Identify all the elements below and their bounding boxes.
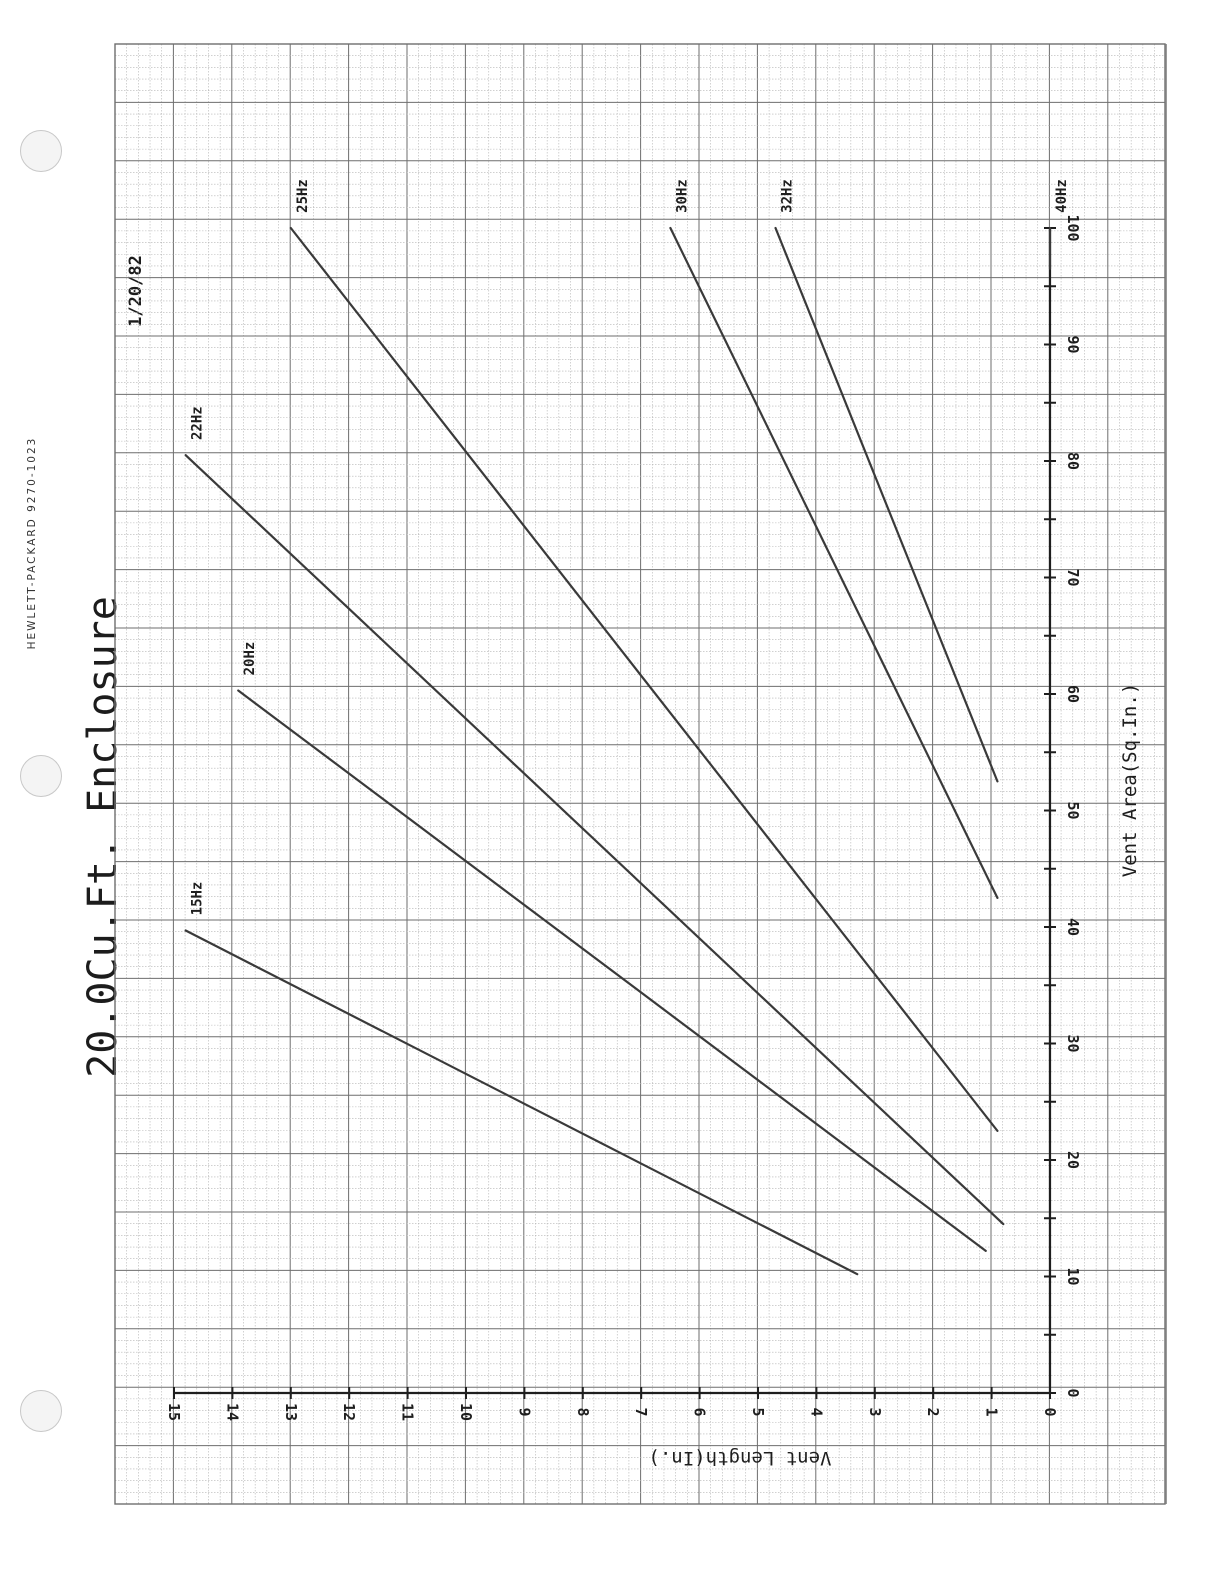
series-line-22hz <box>186 455 1004 1224</box>
series-line-20hz <box>238 691 986 1251</box>
vent-area-tick-label: 30 <box>1064 1034 1082 1053</box>
vent-length-tick-label: 0 <box>1041 1407 1059 1417</box>
series-label-30hz: 30Hz <box>674 179 691 213</box>
series-label-25hz: 25Hz <box>294 179 311 213</box>
vent-area-tick-label: 100 <box>1064 214 1082 242</box>
vent-area-tick-label: 40 <box>1064 917 1082 937</box>
axes <box>174 228 1050 1393</box>
series-label-20hz: 20Hz <box>242 641 259 676</box>
paper-brand-label: HEWLETT-PACKARD 9270-1023 <box>26 436 38 650</box>
vent-length-tick-label: 6 <box>690 1407 709 1417</box>
vent-area-tick-label: 80 <box>1064 451 1082 471</box>
series-lines <box>186 179 1070 1274</box>
vent-area-tick-label: 70 <box>1064 568 1082 587</box>
series-line-15hz <box>186 930 858 1274</box>
y-axis-title: Vent Length(In.) <box>648 1447 832 1469</box>
vent-length-tick-label: 7 <box>632 1407 651 1417</box>
vent-area-tick-label: 60 <box>1064 684 1082 704</box>
vent-length-tick-label: 4 <box>807 1407 826 1417</box>
vent-length-tick-label: 3 <box>865 1407 884 1417</box>
vent-area-tick-label: 50 <box>1064 801 1082 820</box>
series-label-40hz: 40Hz <box>1054 179 1070 213</box>
vent-length-tick-label: 10 <box>457 1402 475 1422</box>
vent-length-tick-label: 8 <box>573 1407 592 1417</box>
vent-area-tick-label: 20 <box>1064 1150 1082 1170</box>
vent-length-tick-label: 12 <box>340 1402 359 1422</box>
vent-area-tick-label: 90 <box>1064 335 1082 354</box>
x-axis-title: Vent Area(Sq.In.) <box>1119 682 1141 878</box>
vent-length-tick-label: 1 <box>982 1407 1001 1417</box>
chart-title: 20.0Cu.Ft. Enclosure <box>80 596 126 1078</box>
vent-length-tick-label: 5 <box>749 1407 767 1417</box>
vent-length-tick-label: 11 <box>398 1402 417 1422</box>
vent-length-tick-label: 14 <box>223 1402 242 1422</box>
vent-area-tick-label: 0 <box>1064 1388 1082 1398</box>
series-line-30hz <box>670 228 997 898</box>
vent-length-tick-label: 13 <box>281 1402 300 1422</box>
vent-area-tick-label: 10 <box>1064 1267 1082 1286</box>
series-label-15hz: 15Hz <box>189 881 206 916</box>
vent-length-tick-label: 15 <box>165 1402 183 1422</box>
series-label-32hz: 32Hz <box>779 179 796 213</box>
grid-lines <box>115 44 1166 1504</box>
series-label-22hz: 22Hz <box>189 406 206 441</box>
chart-date: 1/20/82 <box>126 255 146 327</box>
vent-length-tick-label: 2 <box>924 1407 943 1417</box>
vent-length-tick-label: 9 <box>515 1407 534 1417</box>
